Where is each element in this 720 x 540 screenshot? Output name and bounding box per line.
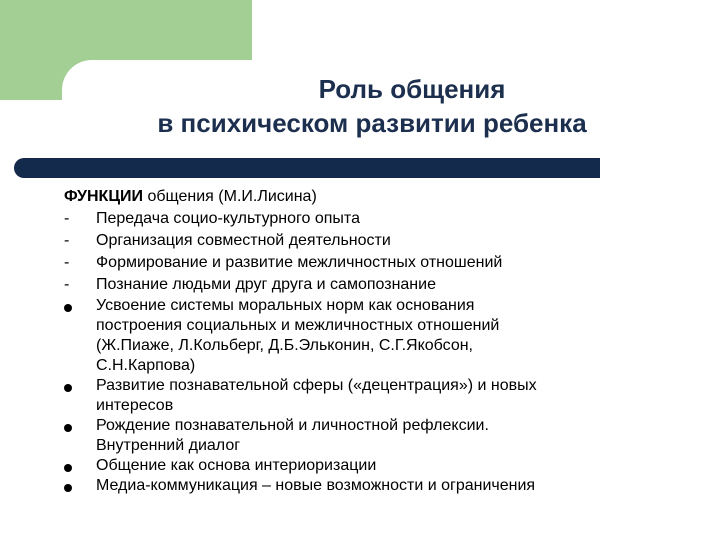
title-line-1: Роль общения: [318, 74, 506, 104]
list-item: [64, 274, 714, 296]
list-item: [64, 252, 714, 274]
dash-marker: -: [64, 232, 70, 249]
list-item: [64, 376, 714, 416]
list-item-line: Внутренний диалог: [96, 437, 241, 454]
dash-marker: -: [64, 276, 70, 293]
list-item: [64, 476, 714, 496]
slide-content: [64, 186, 714, 496]
dash-marker: -: [64, 254, 70, 271]
list-item-line: (Ж.Пиаже, Л.Кольберг, Д.Б.Эльконин, С.Г.Якобсон,: [96, 337, 473, 354]
list-item: [64, 230, 714, 252]
functions-heading: [64, 186, 714, 208]
list-item-text: Организация совместной деятельности: [96, 232, 391, 249]
list-item-text: Познание людьми друг друга и самопознание: [96, 276, 436, 293]
list-item-text: Формирование и развитие межличностных отношений: [96, 254, 503, 271]
list-item-line: интересов: [96, 397, 174, 414]
title-line-2: в психическом развитии ребенка: [157, 108, 587, 138]
list-item-line: С.Н.Карпова): [96, 357, 196, 374]
functions-heading-rest: общения (М.И.Лисина): [143, 188, 317, 205]
page-title: [62, 72, 682, 140]
functions-heading-bold: ФУНКЦИИ: [64, 188, 144, 205]
list-item: [64, 208, 714, 230]
list-item-line: Усвоение системы моральных норм как основания: [96, 297, 475, 314]
title-divider-bar: [14, 158, 600, 178]
list-item-line: построения социальных и межличностных отношений: [96, 317, 500, 334]
list-item-line: Развитие познавательной сферы («децентрация») и новых: [96, 377, 537, 394]
list-item-line: Рождение познавательной и личностной рефлексии.: [96, 417, 489, 434]
bullet-icon: [64, 377, 88, 399]
list-item-line: Общение как основа интериоризации: [96, 457, 377, 474]
bullet-icon: [64, 297, 88, 319]
dash-marker: -: [64, 210, 70, 227]
list-item: [64, 456, 714, 476]
list-item: [64, 416, 714, 456]
list-item: [64, 296, 714, 376]
bullet-icon: [64, 417, 88, 439]
list-item-line: Медиа-коммуникация – новые возможности и ограничения: [96, 477, 536, 494]
bullet-icon: [64, 477, 88, 499]
list-item-text: Передача социо-культурного опыта: [96, 210, 360, 227]
